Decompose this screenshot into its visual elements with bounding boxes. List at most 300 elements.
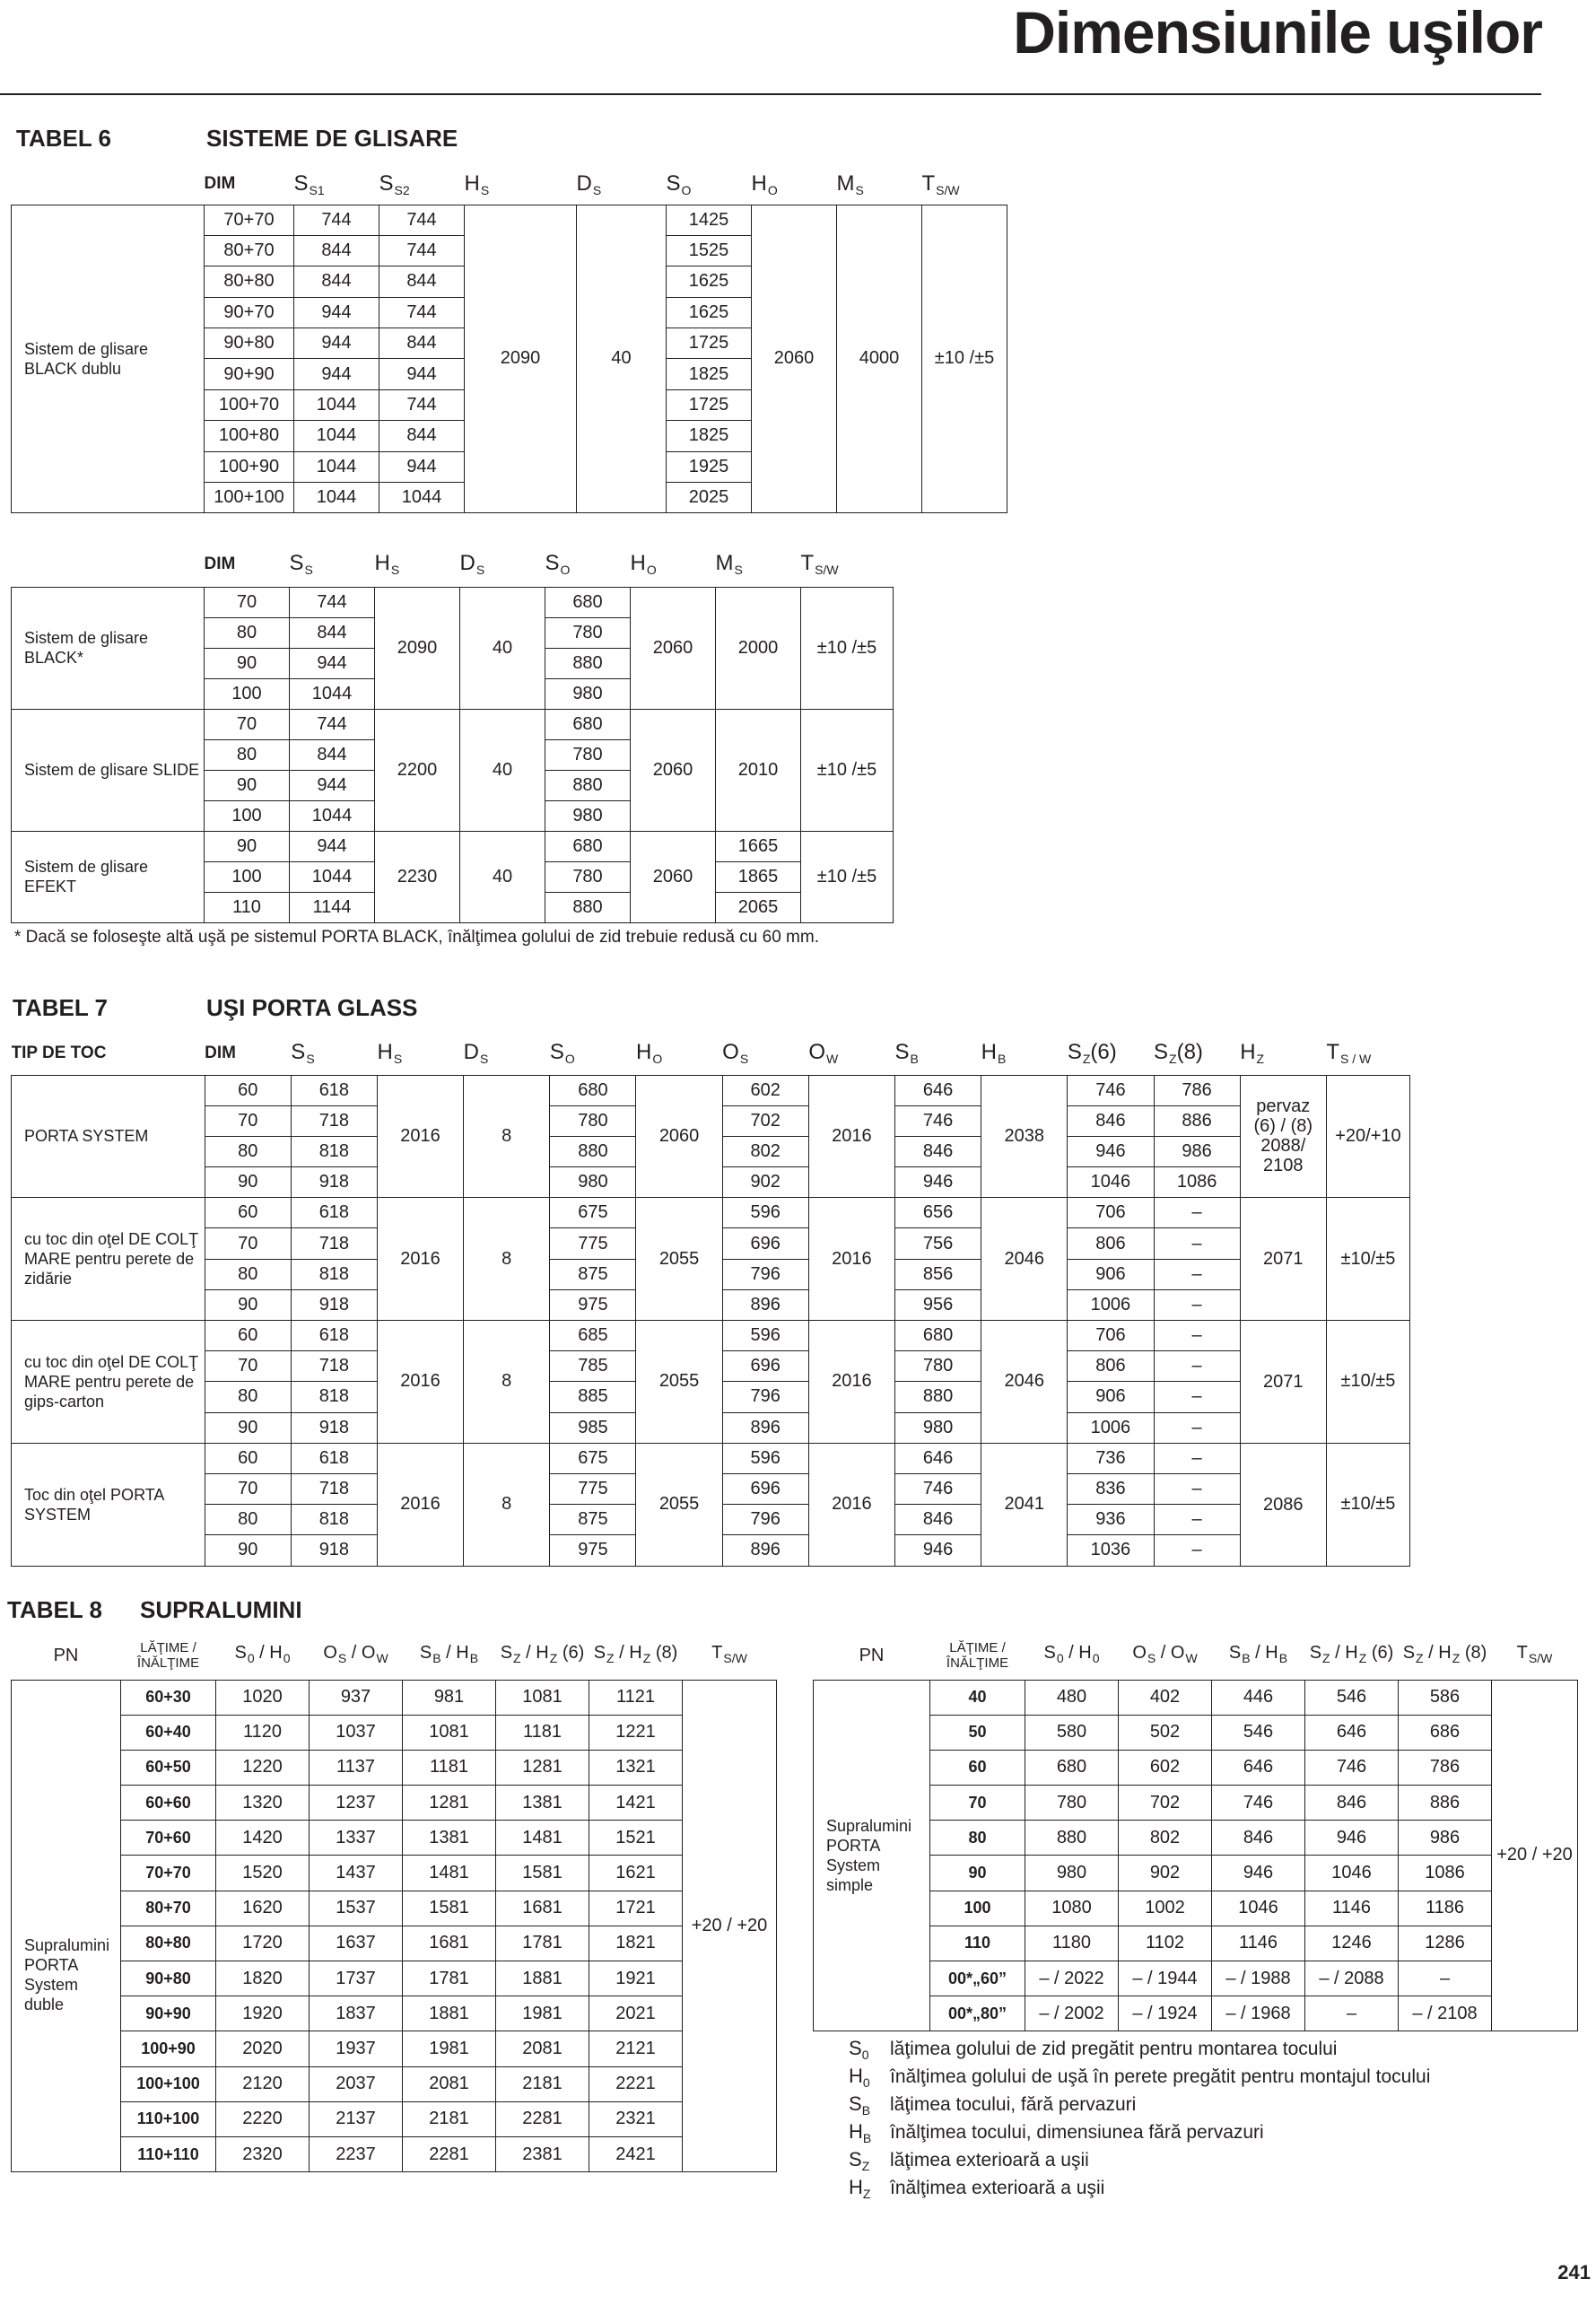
legend-symbol: $S_B$ bbox=[849, 2092, 871, 2118]
table-cell: 1420 bbox=[216, 1821, 310, 1856]
legend-text: lăţimea exterioară a uşii bbox=[890, 2150, 1089, 2170]
table-cell: 70 bbox=[205, 1351, 291, 1382]
table-cell: 2081 bbox=[403, 2066, 496, 2101]
table-cell: 1080 bbox=[1025, 1891, 1119, 1926]
table-cell: 646 bbox=[895, 1443, 981, 1473]
table-cell: 2090 bbox=[465, 205, 577, 513]
table-cell: 646 bbox=[1212, 1750, 1305, 1785]
table-cell: 1581 bbox=[496, 1856, 589, 1891]
table-cell: 2016 bbox=[377, 1075, 463, 1198]
table-cell: 2120 bbox=[216, 2066, 310, 2101]
table-cell: 70 bbox=[205, 709, 290, 739]
table-row bbox=[12, 2031, 777, 2066]
table-cell: 70 bbox=[205, 587, 290, 617]
system-label: Toc din oţel PORTA SYSTEM bbox=[12, 1443, 205, 1566]
table-cell: 836 bbox=[1068, 1473, 1154, 1504]
table-cell: 2090 bbox=[375, 587, 460, 709]
table-cell: 718 bbox=[291, 1228, 377, 1259]
table-cell: 2016 bbox=[377, 1198, 463, 1321]
table-cell: 844 bbox=[294, 235, 379, 266]
table-row bbox=[12, 1891, 777, 1926]
table-cell: 780 bbox=[545, 861, 631, 892]
table-cell: 875 bbox=[550, 1259, 636, 1289]
table-cell: 686 bbox=[1399, 1715, 1492, 1750]
table-cell: 1381 bbox=[496, 1786, 589, 1821]
table-cell: 546 bbox=[1212, 1715, 1305, 1750]
table-cell: ±10 /±5 bbox=[801, 709, 894, 831]
table-cell: 680 bbox=[545, 709, 631, 739]
header-spacer bbox=[12, 164, 205, 205]
page-title: Dimensiunile uşilor bbox=[1013, 0, 1542, 66]
table-cell: 786 bbox=[1399, 1750, 1492, 1785]
table-cell: 1044 bbox=[379, 483, 465, 513]
table-cell: 90 bbox=[205, 831, 290, 861]
table-cell: 2016 bbox=[808, 1075, 894, 1198]
table-cell: 875 bbox=[550, 1505, 636, 1535]
table-cell: +20 / +20 bbox=[1492, 1680, 1578, 2031]
table-cell: 1637 bbox=[310, 1926, 403, 1961]
legend-symbol: $S_0$ bbox=[849, 2037, 869, 2062]
table-cell: 80 bbox=[205, 1505, 291, 1535]
table-cell: 8 bbox=[464, 1075, 550, 1198]
table6-part1 bbox=[11, 164, 1007, 513]
table-cell: 90 bbox=[205, 1535, 291, 1566]
column-header: $T_{S/W}$ bbox=[711, 1642, 747, 1665]
table-cell: 744 bbox=[379, 235, 465, 266]
table-cell: – bbox=[1305, 1996, 1399, 2031]
column-header: $O_S$ bbox=[722, 1040, 749, 1067]
table-cell: 802 bbox=[1119, 1821, 1212, 1856]
table-cell: – / 2002 bbox=[1025, 1996, 1119, 2031]
table-cell: 90 bbox=[930, 1856, 1025, 1891]
table-cell: 756 bbox=[895, 1228, 981, 1259]
table-cell: 1081 bbox=[496, 1680, 589, 1715]
table-cell: 844 bbox=[294, 266, 379, 297]
table-cell: 1481 bbox=[496, 1821, 589, 1856]
column-header: $T_{S/W}$ bbox=[800, 551, 839, 578]
table-cell: 2060 bbox=[631, 709, 716, 831]
column-header: DIM bbox=[205, 1043, 236, 1062]
table7 bbox=[11, 1032, 1410, 1567]
table-cell: 2055 bbox=[636, 1198, 722, 1321]
table-cell: 2071 bbox=[1240, 1198, 1326, 1321]
table-cell: 736 bbox=[1068, 1443, 1154, 1473]
table-row bbox=[12, 1926, 777, 1961]
table-cell: 844 bbox=[379, 328, 465, 359]
title-rule bbox=[0, 93, 1541, 95]
table-cell: 896 bbox=[722, 1289, 808, 1320]
table-cell: 60 bbox=[205, 1198, 291, 1228]
table-cell: – bbox=[1154, 1505, 1240, 1535]
system-label: Sistem de glisare EFEKT bbox=[12, 831, 205, 922]
table-cell: 2081 bbox=[496, 2031, 589, 2066]
table-cell: 1006 bbox=[1068, 1289, 1154, 1320]
table-cell: 796 bbox=[722, 1505, 808, 1535]
table-cell: 596 bbox=[722, 1321, 808, 1351]
table-row bbox=[12, 1680, 777, 1715]
table-cell: 2200 bbox=[375, 709, 460, 831]
table-cell: 785 bbox=[550, 1351, 636, 1382]
table-cell: 80 bbox=[205, 1259, 291, 1289]
table-cell: 2121 bbox=[589, 2031, 683, 2066]
table-cell: 618 bbox=[291, 1443, 377, 1473]
table-cell: 100 bbox=[205, 800, 290, 831]
table7-label: TABEL 7 bbox=[13, 994, 108, 1021]
table-cell: 844 bbox=[379, 266, 465, 297]
page-number: 241 bbox=[1557, 2261, 1591, 2284]
table-cell: 100+90 bbox=[205, 451, 294, 482]
table-cell: 2320 bbox=[216, 2136, 310, 2171]
table-cell: ±10 /±5 bbox=[801, 587, 894, 709]
table-cell: 1681 bbox=[403, 1926, 496, 1961]
table-cell: 80 bbox=[205, 617, 290, 648]
system-label: cu toc din oţel DE COLŢ MARE pentru perete de zidărie bbox=[12, 1198, 205, 1321]
table-cell: 1044 bbox=[290, 800, 375, 831]
table-cell: 2065 bbox=[716, 892, 801, 922]
table-cell: 2181 bbox=[403, 2101, 496, 2136]
legend-symbol: $H_Z$ bbox=[849, 2176, 871, 2201]
table-cell: 1044 bbox=[294, 421, 379, 451]
table-cell: 60 bbox=[205, 1075, 291, 1105]
column-header: $D_S$ bbox=[576, 170, 602, 197]
table-cell: 2060 bbox=[752, 205, 837, 513]
table-cell: 8 bbox=[464, 1321, 550, 1444]
table-cell: 744 bbox=[290, 587, 375, 617]
table-cell: 846 bbox=[1068, 1105, 1154, 1136]
table-cell: 2220 bbox=[216, 2101, 310, 2136]
table-cell: 706 bbox=[1068, 1321, 1154, 1351]
table-cell: 90+80 bbox=[121, 1961, 216, 1996]
column-header: $S_B / H_B$ bbox=[419, 1642, 479, 1665]
table-cell: – bbox=[1154, 1412, 1240, 1443]
table-cell: 744 bbox=[379, 297, 465, 328]
table-cell: 986 bbox=[1154, 1136, 1240, 1166]
table-cell: 1781 bbox=[496, 1926, 589, 1961]
table-cell: – / 2022 bbox=[1025, 1961, 1119, 1996]
table-cell: 60+60 bbox=[121, 1786, 216, 1821]
table-cell: 2071 bbox=[1240, 1321, 1326, 1444]
table-cell: 802 bbox=[722, 1136, 808, 1166]
table-cell: 2230 bbox=[375, 831, 460, 922]
table-cell: 480 bbox=[1025, 1680, 1119, 1715]
table-cell: 1237 bbox=[310, 1786, 403, 1821]
table-row bbox=[12, 205, 1007, 235]
table-cell: 2421 bbox=[589, 2136, 683, 2171]
legend-text: înălţimea exterioară a uşii bbox=[890, 2178, 1105, 2198]
table-cell: 975 bbox=[550, 1535, 636, 1566]
table-row bbox=[12, 1715, 777, 1750]
table-cell: 1825 bbox=[667, 421, 752, 451]
table-cell: 100+100 bbox=[205, 483, 294, 513]
table-cell: 1681 bbox=[496, 1891, 589, 1926]
table-cell: 2016 bbox=[808, 1198, 894, 1321]
table-cell: 2060 bbox=[636, 1075, 722, 1198]
system-label: Sistem de glisare BLACK dublu bbox=[12, 205, 205, 513]
table-cell: 780 bbox=[545, 617, 631, 648]
table-cell: 646 bbox=[895, 1075, 981, 1105]
table-cell: 2237 bbox=[310, 2136, 403, 2171]
table-cell: 981 bbox=[403, 1680, 496, 1715]
table-cell: 796 bbox=[722, 1382, 808, 1412]
table-cell: 70+60 bbox=[121, 1821, 216, 1856]
column-header: $S_O$ bbox=[545, 551, 571, 578]
table-cell: 880 bbox=[895, 1382, 981, 1412]
table-cell: 596 bbox=[722, 1198, 808, 1228]
column-header: $O_W$ bbox=[808, 1040, 839, 1067]
column-header: PN bbox=[859, 1645, 885, 1665]
table-cell: 1981 bbox=[496, 1996, 589, 2031]
table-cell: 818 bbox=[291, 1136, 377, 1166]
table-cell: 1525 bbox=[667, 235, 752, 266]
table-cell: 646 bbox=[1305, 1715, 1399, 1750]
table-cell: 2055 bbox=[636, 1321, 722, 1444]
table-cell: 956 bbox=[895, 1289, 981, 1320]
table-cell: – / 1944 bbox=[1119, 1961, 1212, 1996]
table-cell: – bbox=[1154, 1382, 1240, 1412]
table-cell: 1321 bbox=[589, 1750, 683, 1785]
table-cell: 602 bbox=[1119, 1750, 1212, 1785]
legend bbox=[849, 2037, 1430, 2204]
table-cell: 90 bbox=[205, 1167, 291, 1198]
table-cell: – bbox=[1154, 1198, 1240, 1228]
table-cell: 100+70 bbox=[205, 389, 294, 420]
table-row bbox=[12, 1198, 1410, 1228]
table-cell: 60+30 bbox=[121, 1680, 216, 1715]
table-cell: 1737 bbox=[310, 1961, 403, 1996]
column-header: TIP DE TOC bbox=[11, 1043, 107, 1062]
table-cell: 2281 bbox=[496, 2101, 589, 2136]
table-cell: 1620 bbox=[216, 1891, 310, 1926]
table-cell: 944 bbox=[294, 297, 379, 328]
table-cell: 1037 bbox=[310, 1715, 403, 1750]
table-cell: 680 bbox=[545, 831, 631, 861]
table-cell: 846 bbox=[895, 1505, 981, 1535]
column-header: LĂŢIME / ÎNĂLŢIME bbox=[946, 1639, 1009, 1671]
table8-label: TABEL 8 bbox=[7, 1596, 102, 1623]
table-cell: 886 bbox=[1399, 1786, 1492, 1821]
table-cell: ±10 /±5 bbox=[922, 205, 1007, 513]
legend-text: lăţimea golului de zid pregătit pentru montarea tocului bbox=[890, 2039, 1338, 2059]
legend-item bbox=[849, 2037, 1430, 2065]
system-label: PORTA SYSTEM bbox=[12, 1075, 205, 1198]
table-cell: 110 bbox=[930, 1926, 1025, 1961]
table-cell: 546 bbox=[1305, 1680, 1399, 1715]
table-cell: 1046 bbox=[1212, 1891, 1305, 1926]
column-header: $S_{S2}$ bbox=[379, 170, 410, 197]
table-cell: – bbox=[1154, 1443, 1240, 1473]
table-cell: – / 1924 bbox=[1119, 1996, 1212, 2031]
table-cell: 1180 bbox=[1025, 1926, 1119, 1961]
legend-item bbox=[849, 2065, 1430, 2092]
column-header: $H_O$ bbox=[635, 1040, 663, 1067]
table-row bbox=[12, 1321, 1410, 1351]
table-cell: 946 bbox=[895, 1535, 981, 1566]
table-cell: 675 bbox=[550, 1443, 636, 1473]
table-cell: 680 bbox=[550, 1075, 636, 1105]
table-cell: 744 bbox=[290, 709, 375, 739]
table-cell: – bbox=[1154, 1321, 1240, 1351]
table-cell: 1721 bbox=[589, 1891, 683, 1926]
table-cell: 1002 bbox=[1119, 1891, 1212, 1926]
table-cell: 1881 bbox=[496, 1961, 589, 1996]
table-cell: 2321 bbox=[589, 2101, 683, 2136]
column-header: $S_S$ bbox=[291, 1040, 315, 1067]
table-cell: 2381 bbox=[496, 2136, 589, 2171]
table-cell: 1006 bbox=[1068, 1412, 1154, 1443]
column-header: $H_S$ bbox=[374, 551, 400, 578]
table8-title: SUPRALUMINI bbox=[140, 1596, 302, 1623]
table6-footnote: * Dacă se foloseşte altă uşă pe sistemul PORTA BLACK, înălţimea golului de zid trebuie redusă cu 60 mm. bbox=[14, 928, 819, 947]
legend-symbol: $S_Z$ bbox=[849, 2148, 870, 2173]
table-cell: 90 bbox=[205, 1289, 291, 1320]
table-cell: 602 bbox=[722, 1075, 808, 1105]
table-cell: 60 bbox=[205, 1321, 291, 1351]
table-cell: 1046 bbox=[1305, 1856, 1399, 1891]
table-cell: 1720 bbox=[216, 1926, 310, 1961]
table-cell: 818 bbox=[291, 1382, 377, 1412]
table-row bbox=[12, 2101, 777, 2136]
table-cell: 100+80 bbox=[205, 421, 294, 451]
table-cell: 80 bbox=[205, 739, 290, 770]
table-cell: 1725 bbox=[667, 328, 752, 359]
column-header: $S_Z / H_Z$ (8) bbox=[1402, 1642, 1487, 1665]
table-cell: 1837 bbox=[310, 1996, 403, 2031]
table-cell: 975 bbox=[550, 1289, 636, 1320]
column-header: $S_0 / H_0$ bbox=[234, 1642, 291, 1665]
table-cell: 2020 bbox=[216, 2031, 310, 2066]
table-cell: ±10/±5 bbox=[1326, 1198, 1409, 1321]
table-cell: 896 bbox=[722, 1412, 808, 1443]
column-header: $S_S$ bbox=[289, 551, 313, 578]
table-cell: 746 bbox=[895, 1473, 981, 1504]
table-cell: 780 bbox=[545, 739, 631, 770]
table-cell: 90+90 bbox=[121, 1996, 216, 2031]
table-cell: 1286 bbox=[1399, 1926, 1492, 1961]
table-cell: 1281 bbox=[496, 1750, 589, 1785]
table-cell: 744 bbox=[379, 389, 465, 420]
table-cell: 680 bbox=[895, 1321, 981, 1351]
table-cell: 706 bbox=[1068, 1198, 1154, 1228]
table-cell: 2016 bbox=[377, 1321, 463, 1444]
table-cell: – bbox=[1154, 1289, 1240, 1320]
column-header: $T_{S/W}$ bbox=[921, 170, 960, 197]
table-cell: – / 1968 bbox=[1212, 1996, 1305, 2031]
table-cell: 1665 bbox=[716, 831, 801, 861]
table-cell: 1281 bbox=[403, 1786, 496, 1821]
table-cell: 2055 bbox=[636, 1443, 722, 1566]
table-row bbox=[12, 1961, 777, 1996]
table-cell: 2000 bbox=[716, 587, 801, 709]
table-cell: 1046 bbox=[1068, 1167, 1154, 1198]
table-cell: 1337 bbox=[310, 1821, 403, 1856]
table-cell: 844 bbox=[290, 617, 375, 648]
system-label: Supralumini PORTA System simple bbox=[814, 1680, 930, 2031]
table-cell: 2086 bbox=[1240, 1443, 1326, 1566]
table-cell: 744 bbox=[379, 205, 465, 235]
table-cell: 90+70 bbox=[205, 297, 294, 328]
table-cell: 110 bbox=[205, 892, 290, 922]
table-cell: 1186 bbox=[1399, 1891, 1492, 1926]
table-cell: 880 bbox=[1025, 1821, 1119, 1856]
table-cell: 1086 bbox=[1399, 1856, 1492, 1891]
column-header: $S_Z / H_Z$ (6) bbox=[1309, 1642, 1394, 1665]
table-cell: 1925 bbox=[667, 451, 752, 482]
table-cell: 60 bbox=[205, 1443, 291, 1473]
table-cell: 50 bbox=[930, 1715, 1025, 1750]
table-cell: 1137 bbox=[310, 1750, 403, 1785]
table-cell: 818 bbox=[291, 1259, 377, 1289]
table-cell: 1581 bbox=[403, 1891, 496, 1926]
table-cell: 2060 bbox=[631, 587, 716, 709]
table-cell: 656 bbox=[895, 1198, 981, 1228]
table-cell: 944 bbox=[379, 359, 465, 389]
table-cell: 844 bbox=[290, 739, 375, 770]
table-cell: 40 bbox=[460, 587, 545, 709]
table-cell: 844 bbox=[379, 421, 465, 451]
table-cell: 744 bbox=[294, 205, 379, 235]
table-cell: 1821 bbox=[589, 1926, 683, 1961]
table-cell: 1625 bbox=[667, 266, 752, 297]
table-cell: 1481 bbox=[403, 1856, 496, 1891]
column-header: $M_S$ bbox=[836, 170, 864, 197]
table-cell: – bbox=[1154, 1228, 1240, 1259]
table-cell: 718 bbox=[291, 1105, 377, 1136]
table-cell: 1086 bbox=[1154, 1167, 1240, 1198]
table-row bbox=[12, 1856, 777, 1891]
column-header: LĂŢIME / ÎNĂLŢIME bbox=[136, 1639, 200, 1671]
table-cell: 980 bbox=[545, 800, 631, 831]
table-cell: 1425 bbox=[667, 205, 752, 235]
table-cell: +20/+10 bbox=[1326, 1075, 1409, 1198]
table-cell: 2016 bbox=[808, 1443, 894, 1566]
table-cell: 1044 bbox=[294, 483, 379, 513]
table-cell: 2041 bbox=[981, 1443, 1068, 1566]
table-cell: 8 bbox=[464, 1443, 550, 1566]
table-cell: 1246 bbox=[1305, 1926, 1399, 1961]
table-cell: 806 bbox=[1068, 1228, 1154, 1259]
legend-item bbox=[849, 2176, 1430, 2204]
legend-symbol: $H_0$ bbox=[849, 2065, 870, 2090]
table-cell: 100+90 bbox=[121, 2031, 216, 2066]
column-header: $D_S$ bbox=[459, 551, 485, 578]
table6-label: TABEL 6 bbox=[16, 125, 111, 152]
table-cell: 1181 bbox=[496, 1715, 589, 1750]
table-cell: 1036 bbox=[1068, 1535, 1154, 1566]
table-row bbox=[814, 1680, 1578, 1715]
table-cell: 80 bbox=[930, 1821, 1025, 1856]
table-cell: 944 bbox=[290, 831, 375, 861]
table-cell: 1625 bbox=[667, 297, 752, 328]
table-cell: 944 bbox=[290, 648, 375, 678]
table-cell: 70+70 bbox=[121, 1856, 216, 1891]
table-cell: 1865 bbox=[716, 861, 801, 892]
table-cell: 4000 bbox=[837, 205, 922, 513]
table-cell: 2021 bbox=[589, 1996, 683, 2031]
table-cell: 985 bbox=[550, 1412, 636, 1443]
table-cell: 2137 bbox=[310, 2101, 403, 2136]
table-cell: 100+100 bbox=[121, 2066, 216, 2101]
table-cell: 746 bbox=[1068, 1075, 1154, 1105]
table-cell: 2281 bbox=[403, 2136, 496, 2171]
system-label: Sistem de glisare BLACK* bbox=[12, 587, 205, 709]
table-cell: 702 bbox=[1119, 1786, 1212, 1821]
column-header: $M_S$ bbox=[715, 551, 743, 578]
table-cell: 936 bbox=[1068, 1505, 1154, 1535]
table-cell: 2221 bbox=[589, 2066, 683, 2101]
table-cell: 2037 bbox=[310, 2066, 403, 2101]
table-cell: 1121 bbox=[589, 1680, 683, 1715]
column-header: $H_B$ bbox=[981, 1040, 1007, 1067]
